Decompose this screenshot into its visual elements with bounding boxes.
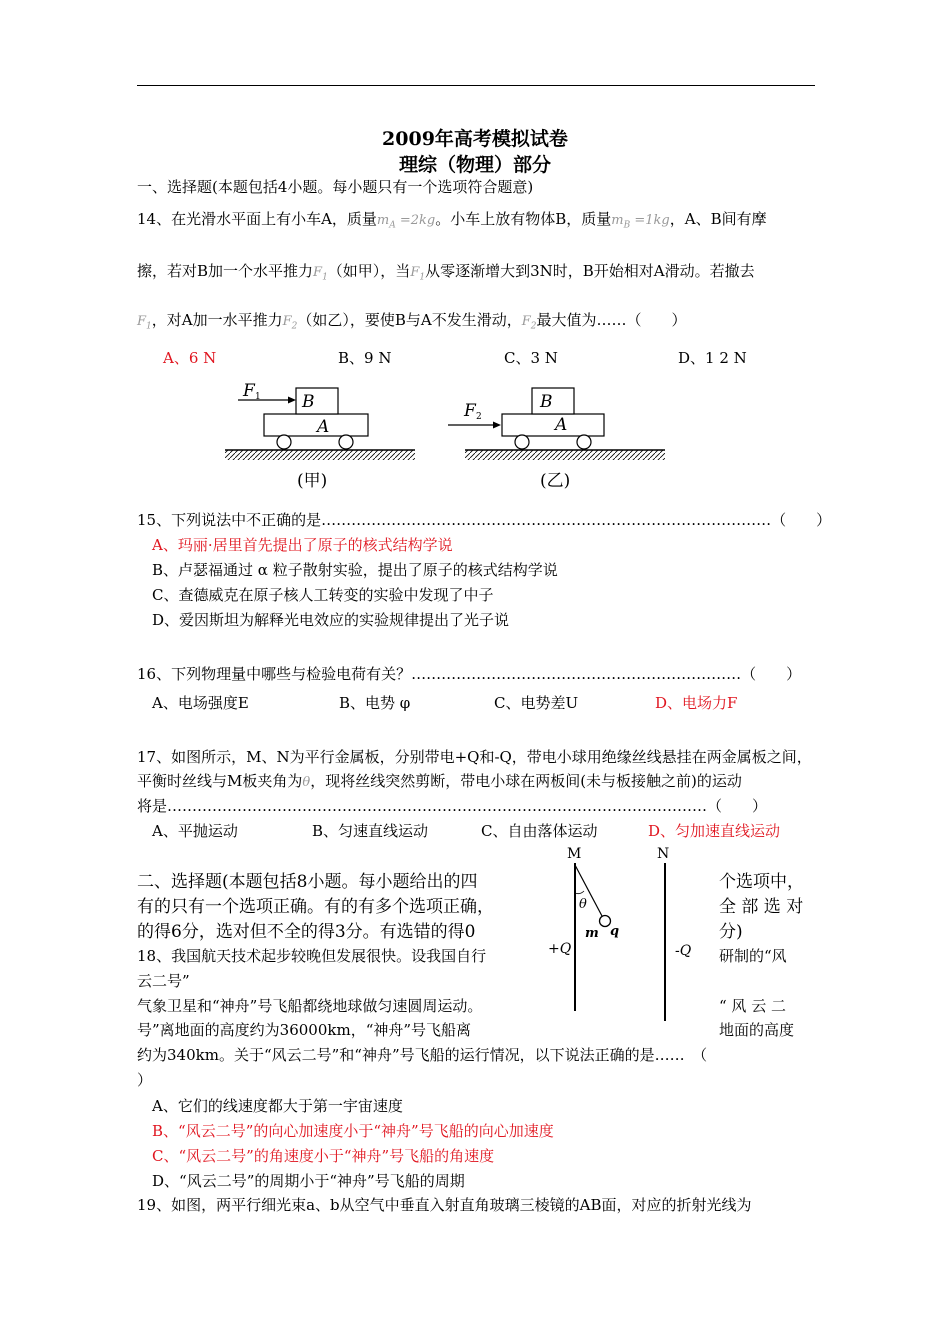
f1-formula: $F_1$ [313, 265, 328, 283]
q15-option-a: A、玛丽·居里首先提出了原子的核式结构学说 [152, 536, 453, 554]
parallel-plates-figure [540, 843, 715, 1028]
q18-option-b: B、“风云二号”的向心加速度小于“神舟”号飞船的向心加速度 [152, 1122, 554, 1140]
q16-option-c: C、电势差U [494, 694, 579, 712]
cart-a-label-left: A [317, 417, 330, 437]
q14-line1-b: 。小车上放有物体B，质量 [435, 210, 612, 228]
block-b-label-right: B [540, 392, 553, 412]
section2-line2-right: 全 部 选 对 [719, 897, 804, 917]
charge-label: q [610, 924, 620, 939]
charged-ball [600, 916, 611, 927]
minus-q-label: -Q [675, 943, 692, 959]
label-yi: (乙) [540, 471, 571, 491]
q15-option-b: B、卢瑟福通过 α 粒子散射实验，提出了原子的核式结构学说 [152, 561, 558, 579]
mass-b-formula: $m_B =1kg$ [611, 213, 670, 231]
diagram-right [448, 388, 665, 491]
q16-stem: 16、下列物理量中哪些与检验电荷有关？…………………………………………………………（ ） [137, 665, 802, 683]
wheel-left-2 [339, 435, 353, 449]
block-b-label-left: B [302, 392, 315, 412]
q17-line3: 将是………………………………………………………………………………………………（ ） [137, 797, 768, 815]
q18-line4-left: 号”离地面的高度约为36000km，“神舟”号飞船离 [137, 1021, 472, 1039]
q18-line2-left: 云二号” [137, 972, 190, 990]
q18-line3-left: 气象卫星和“神舟”号飞船都绕地球做匀速圆周运动。 [137, 997, 483, 1015]
q14-line1-a: 14、在光滑水平面上有小车A，质量 [137, 210, 377, 228]
q14-line3-c: 最大值为……（ ） [536, 311, 687, 329]
q15-option-c: C、查德威克在原子核人工转变的实验中发现了中子 [152, 586, 494, 604]
q18-line3-right: “ 风 云 二 [719, 997, 786, 1015]
q14-line3 [137, 310, 687, 337]
plate-m-label: M [567, 846, 582, 862]
q17-line1: 17、如图所示，M、N为平行金属板，分别带电+Q和-Q，带电小球用绝缘丝线悬挂在两金属板之间， [137, 748, 812, 766]
f1-formula-3: $F_1$ [137, 314, 152, 332]
q18-line1-right: 研制的“风 [719, 947, 787, 965]
q16-option-b: B、电势 φ [339, 694, 411, 712]
q19-line1: 19、如图，两平行细光束a、b从空气中垂直入射直角玻璃三棱镜的AB面，对应的折射光线为 [137, 1196, 752, 1214]
q16-option-a: A、电场强度E [152, 694, 249, 712]
q18-line6: ） [137, 1071, 153, 1089]
mass-label: m [585, 926, 599, 941]
f2-formula-2: $F_2$ [521, 314, 537, 332]
plus-q-label: +Q [548, 941, 572, 957]
section2-line1-right: 个选项中， [719, 872, 804, 892]
q14-option-c: C、3 N [504, 349, 558, 367]
q18-option-c: C、“风云二号”的角速度小于“神舟”号飞船的角速度 [152, 1147, 495, 1165]
q18-line1-left: 18、我国航天技术起步较晚但发展很快。设我国自行 [137, 947, 487, 965]
section1-heading: 一、选择题(本题包括4小题。每小题只有一个选项符合题意) [137, 178, 534, 196]
q14-option-b: B、9 N [338, 349, 392, 367]
q14-line2 [137, 261, 755, 288]
q17-option-a: A、平抛运动 [152, 822, 238, 840]
block-b-right [532, 388, 574, 414]
section2-line3-right: 分) [719, 922, 743, 942]
ground-right [465, 450, 665, 460]
wheel-right-1 [515, 435, 529, 449]
exam-title: 2009年高考模拟试卷 [382, 128, 568, 150]
q17-line2 [137, 771, 742, 793]
section2-line1-left: 二、选择题(本题包括8小题。每小题给出的四 [137, 872, 478, 892]
exam-subtitle: 理综（物理）部分 [398, 154, 551, 176]
q17-line2-a: 平衡时丝线与M板夹角为 [137, 772, 303, 790]
q18-line5: 约为340km。关于“风云二号”和“神舟”号飞船的运行情况，以下说法正确的是…… （ [137, 1046, 708, 1064]
diagram-left [225, 381, 415, 491]
q18-line4-right: 地面的高度 [719, 1021, 795, 1039]
cart-a-label-right: A [555, 415, 568, 435]
q14-line1-c: ，A、B间有摩 [669, 210, 767, 228]
q18-option-d: D、“风云二号”的周期小于“神舟”号飞船的周期 [152, 1172, 465, 1190]
cart-a-left [264, 414, 368, 436]
q17-option-d: D、匀加速直线运动 [648, 822, 781, 840]
f2-formula: $F_2$ [282, 314, 298, 332]
f1-sub-label: 1 [255, 392, 261, 402]
section2-line2-left: 有的只有一个选项正确。有的有多个选项正确， [137, 897, 494, 917]
theta-symbol: θ [302, 775, 311, 790]
plate-n-label: N [657, 846, 670, 862]
mass-a-formula: $m_A =2kg$ [376, 213, 436, 231]
header-rule [137, 85, 815, 86]
q15-stem: 15、下列说法中不正确的是………………………………………………………………………………（ ） [137, 511, 832, 529]
q18-option-a: A、它们的线速度都大于第一宇宙速度 [152, 1097, 403, 1115]
theta-arc [575, 891, 584, 894]
q14-line2-a: 擦，若对B加一个水平推力 [137, 262, 314, 280]
ground-left [225, 450, 415, 460]
wheel-right-2 [577, 435, 591, 449]
q14-line3-a: ，对A加一水平推力 [151, 311, 283, 329]
q14-line2-b: （如甲），当 [327, 262, 411, 280]
q16-option-d: D、电场力F [655, 694, 738, 712]
label-jia: (甲) [297, 471, 328, 491]
q14-line3-b: （如乙），要使B与A不发生滑动， [297, 311, 522, 329]
f2-sub-label: 2 [476, 412, 482, 422]
wheel-left-1 [277, 435, 291, 449]
q15-option-d: D、爱因斯坦为解释光电效应的实验规律提出了光子说 [152, 611, 510, 629]
f2-label: F [464, 401, 476, 421]
q17-line2-b: ，现将丝线突然剪断，带电小球在两板间(未与板接触之前)的运动 [310, 772, 742, 790]
q14-option-a: A、6 N [163, 349, 217, 367]
cart-figure [220, 378, 680, 496]
f1-formula-2: $F_1$ [410, 265, 426, 283]
theta-label: θ [579, 897, 587, 912]
f1-label: F [243, 381, 255, 401]
section2-line3-left: 的得6分，选对但不全的得3分。有选错的得0 [137, 922, 476, 942]
q17-option-c: C、自由落体运动 [481, 822, 598, 840]
q14-line1 [137, 209, 767, 236]
q14-option-d: D、1 2 N [678, 349, 747, 367]
cart-a-right [502, 414, 604, 436]
q17-option-b: B、匀速直线运动 [312, 822, 429, 840]
q14-line2-c: 从零逐渐增大到3N时，B开始相对A滑动。若撤去 [425, 262, 755, 280]
